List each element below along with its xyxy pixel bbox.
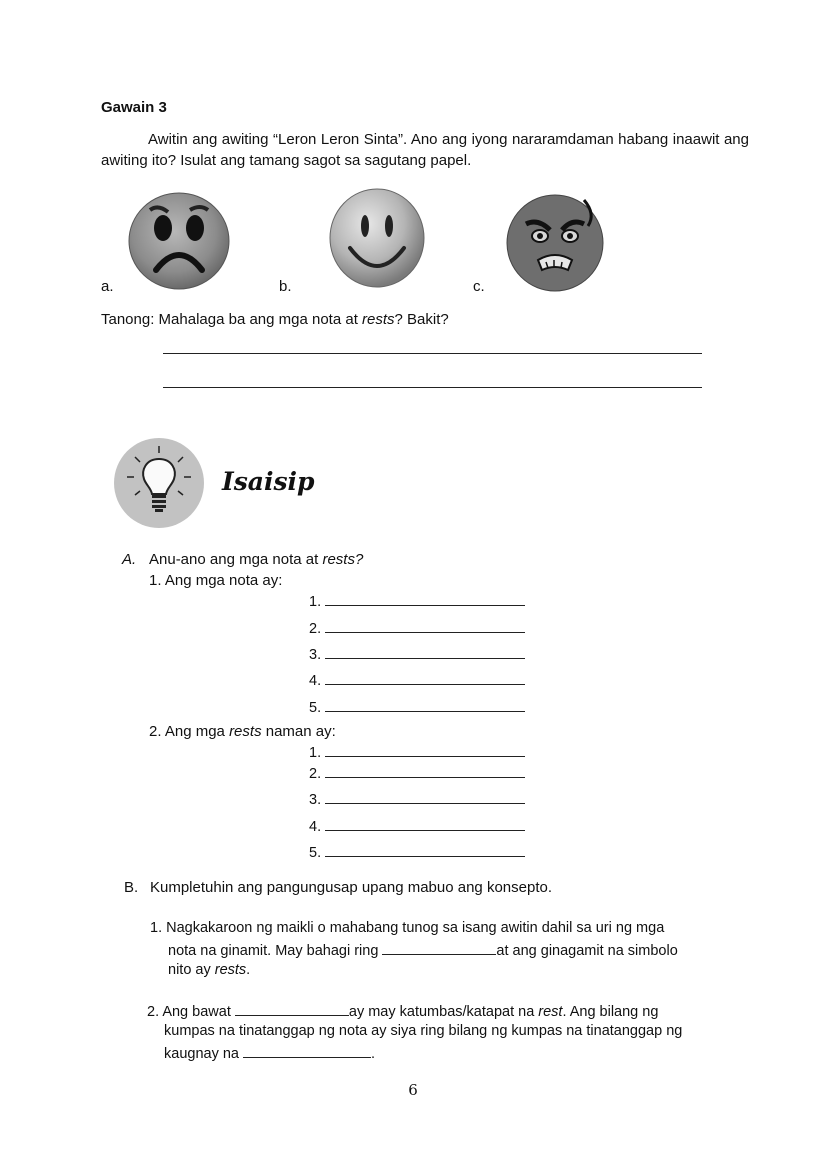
- part-b-marker: B.: [124, 879, 139, 896]
- list-item[interactable]: 3.: [309, 645, 525, 663]
- list-item[interactable]: 5.: [309, 698, 525, 716]
- b-item2-line2: kumpas na tinatanggap ng nota ay siya ring bilang ng kumpas na tinatanggap ng: [164, 1023, 683, 1039]
- page-number: 6: [408, 1081, 418, 1099]
- part-a-label: Anu-ano ang mga nota at rests?: [149, 551, 364, 568]
- list-item[interactable]: 1.: [309, 592, 525, 610]
- list-item[interactable]: 4.: [309, 671, 525, 689]
- lightbulb-icon: [113, 437, 205, 529]
- choice-c-label: c.: [473, 278, 485, 295]
- fill-blank[interactable]: [382, 941, 496, 955]
- activity-heading: Gawain 3: [101, 99, 167, 116]
- happy-face-icon: [328, 188, 426, 288]
- answer-line-1[interactable]: [163, 353, 702, 354]
- question: Tanong: Mahalaga ba ang mga nota at rests? Bakit?: [101, 311, 449, 328]
- sad-face-icon: [128, 192, 230, 290]
- list-item[interactable]: 5.: [309, 843, 525, 861]
- answer-line-2[interactable]: [163, 387, 702, 388]
- b-item1-line2: nota na ginamit. May bahagi ring at ang ginagamit na simbolo: [168, 943, 678, 959]
- choice-b-label: b.: [279, 278, 292, 295]
- part-b-label: Kumpletuhin ang pangungusap upang mabuo ang konsepto.: [150, 879, 552, 896]
- choice-a-label: a.: [101, 278, 114, 295]
- rests-label: 2. Ang mga rests naman ay:: [149, 723, 336, 740]
- section-title: Isaisip: [222, 467, 315, 496]
- b-item1-line3: nito ay rests.: [168, 962, 251, 978]
- b-item1-line1: 1. Nagkakaroon ng maikli o mahabang tunog sa isang awitin dahil sa uri ng mga: [150, 920, 665, 936]
- fill-blank[interactable]: [243, 1044, 371, 1058]
- part-a-marker: A.: [122, 551, 137, 568]
- list-item[interactable]: 4.: [309, 817, 525, 835]
- list-item[interactable]: 1.: [309, 743, 525, 761]
- notes-label: 1. Ang mga nota ay:: [149, 572, 283, 589]
- activity-instruction: Awitin ang awiting “Leron Leron Sinta”. Ano ang iyong nararamdaman habang inaawit ang awiting ito? Isulat ang tamang sagot sa sagutang papel.: [101, 131, 749, 169]
- list-item[interactable]: 2.: [309, 764, 525, 782]
- b-item2-line1: 2. Ang bawat ay may katumbas/katapat na rest. Ang bilang ng: [147, 1004, 659, 1020]
- list-item[interactable]: 3.: [309, 790, 525, 808]
- fill-blank[interactable]: [235, 1002, 349, 1016]
- list-item[interactable]: 2.: [309, 619, 525, 637]
- angry-face-icon: [506, 194, 604, 292]
- b-item2-line3: kaugnay na .: [164, 1046, 376, 1062]
